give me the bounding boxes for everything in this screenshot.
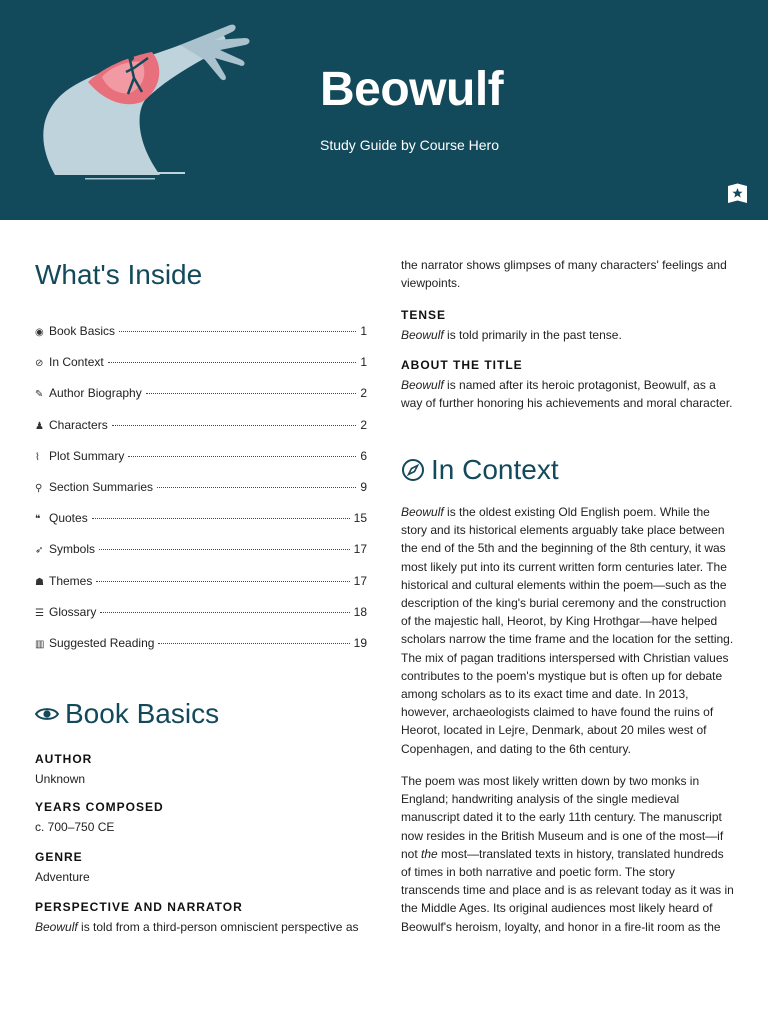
tense-text: is told primarily in the past tense. — [443, 328, 622, 342]
toc-label: Symbols — [49, 542, 96, 557]
toc-item-symbols[interactable] — [35, 542, 367, 573]
toc-leader — [128, 456, 356, 457]
in-context-paragraph-1 — [401, 503, 735, 758]
toc-item-themes[interactable] — [35, 574, 367, 605]
paragraph-text: The poem was most likely written down by two monks in England; handwriting analysis of the single medieval manuscript dated it to the early 11th century. The manuscript now resides in the British Museum and is one of the most—if not — [401, 774, 724, 861]
quote-icon: ❝ — [35, 514, 41, 526]
books-icon: ▥ — [35, 638, 45, 650]
toc-label: Author Biography — [49, 386, 142, 401]
toc-label: Themes — [49, 573, 93, 588]
toc-leader — [96, 581, 349, 582]
eye-icon — [35, 706, 59, 722]
toc-item-glossary[interactable] — [35, 605, 367, 636]
pen-icon: ✎ — [35, 389, 44, 401]
perspective-label: PERSPECTIVE AND NARRATOR — [35, 900, 243, 914]
toc-label: Plot Summary — [49, 448, 125, 463]
course-hero-logo — [727, 183, 748, 204]
grendel-arm-illustration — [30, 20, 260, 185]
toc-label: Glossary — [49, 604, 97, 619]
toc-item-book-basics[interactable] — [35, 324, 367, 355]
toc-page-number: 2 — [360, 417, 367, 432]
toc-label: In Context — [49, 355, 104, 370]
toc-page-number: 2 — [360, 386, 367, 401]
chart-icon: ⌇ — [35, 451, 40, 463]
about-title-value — [401, 376, 735, 412]
in-context-title: In Context — [431, 454, 559, 485]
toc-leader — [100, 612, 349, 613]
book-subtitle: Study Guide by Course Hero — [320, 137, 499, 153]
toc-item-section-summaries[interactable] — [35, 480, 367, 511]
compass-icon — [401, 458, 425, 482]
toc-leader — [92, 518, 350, 519]
years-field — [35, 800, 367, 836]
book-basics-heading — [35, 698, 219, 730]
toc-page-number: 1 — [360, 324, 367, 338]
toc-item-characters[interactable] — [35, 418, 367, 449]
about-title-label: ABOUT THE TITLE — [401, 358, 523, 372]
toc-label: Quotes — [49, 511, 88, 526]
book-title-italic: Beowulf — [401, 328, 444, 342]
toc-item-author-biography[interactable] — [35, 386, 367, 417]
toc-label: Book Basics — [49, 324, 116, 338]
toc-leader — [157, 487, 356, 488]
perspective-field — [35, 900, 367, 936]
toc-page-number: 1 — [360, 355, 367, 370]
years-label: YEARS COMPOSED — [35, 800, 164, 814]
magnifier-icon: ⚲ — [35, 482, 43, 494]
about-title-text: is named after its heroic protagonist, Beowulf, as a way of further honoring his achievements and moral character. — [401, 378, 733, 410]
toc-leader — [99, 549, 350, 550]
tense-value — [401, 326, 735, 344]
perspective-continued: the narrator shows glimpses of many characters' feelings and viewpoints. — [401, 258, 727, 291]
toc-page-number: 18 — [353, 604, 367, 619]
tense-label: TENSE — [401, 308, 447, 322]
toc-item-quotes[interactable] — [35, 511, 367, 542]
eye-icon: ◉ — [35, 327, 44, 338]
toc-leader — [146, 393, 357, 394]
author-label: AUTHOR — [35, 752, 93, 766]
paragraph-text: is the oldest existing Old English poem. While the story and its historical elements arguably take place between the end of the 5th and the beginning of the 8th century, it was most likely put into its current written form centuries later. The historical and cultural elements within the poem—such as the description of the king's burial ceremony and the construction of the majestic hall, Heorot, by King Hrothgar—have helped scholars narrow the time frame and the location for the setting. The mix of pagan traditions interspersed with Christian values contributes to the poem's mystique but is often up for debate among scholars as to its exact time and date. In 2013, however, archaeologists claimed to have found the ruins of Heorot, located in Lejre, Denmark, about 20 miles west of Copenhagen, and dating to the 6th century. — [401, 505, 734, 756]
genre-label: GENRE — [35, 850, 83, 864]
whats-inside-heading: What's Inside — [35, 259, 203, 290]
perspective-value — [35, 918, 367, 936]
toc-item-suggested-reading[interactable] — [35, 636, 367, 667]
toc-page-number: 19 — [353, 635, 367, 650]
years-value: c. 700–750 CE — [35, 820, 115, 834]
book-title-italic: Beowulf — [401, 505, 444, 519]
paragraph-text: most—translated texts in history, translated hundreds of times in both narrative and poetic form. The story transcends time and place and is as relevant today as it was in the Middle Ages. Its original audiences most likely heard of Beowulf's heroism, loyalty, and honor in a fire-lit room as the — [401, 846, 734, 934]
bird-icon: ➶ — [35, 545, 44, 557]
tense-field — [401, 308, 735, 344]
toc-leader — [112, 425, 357, 426]
in-context-heading — [401, 454, 559, 486]
about-title-field — [401, 358, 735, 412]
toc-label: Characters — [49, 417, 108, 432]
masks-icon: ☗ — [35, 576, 44, 588]
glossary-icon: ☰ — [35, 607, 44, 619]
toc-item-in-context[interactable] — [35, 355, 367, 386]
author-value: Unknown — [35, 772, 86, 786]
toc-page-number: 15 — [353, 511, 367, 526]
toc-page-number: 17 — [353, 542, 367, 557]
cover-header — [0, 0, 768, 220]
table-of-contents — [35, 324, 367, 667]
genre-field — [35, 850, 367, 886]
toc-page-number: 9 — [360, 479, 367, 494]
book-title-italic: Beowulf — [35, 920, 78, 934]
toc-page-number: 17 — [353, 573, 367, 588]
compass-icon: ⊘ — [35, 358, 44, 370]
genre-value: Adventure — [35, 870, 90, 884]
toc-leader — [158, 643, 349, 644]
book-basics-title: Book Basics — [65, 698, 220, 729]
toc-label: Section Summaries — [49, 479, 154, 494]
emphasis-text: the — [421, 846, 438, 861]
toc-page-number: 6 — [360, 448, 367, 463]
in-context-paragraph-2 — [401, 772, 735, 936]
people-icon: ♟ — [35, 420, 44, 432]
toc-leader — [108, 362, 357, 363]
toc-label: Suggested Reading — [49, 635, 155, 650]
toc-leader — [119, 331, 356, 332]
book-title-italic: Beowulf — [401, 378, 444, 392]
perspective-text: is told from a third-person omniscient perspective as — [77, 920, 359, 934]
toc-item-plot-summary[interactable] — [35, 449, 367, 480]
author-field — [35, 752, 367, 788]
book-title: Beowulf — [320, 63, 504, 116]
